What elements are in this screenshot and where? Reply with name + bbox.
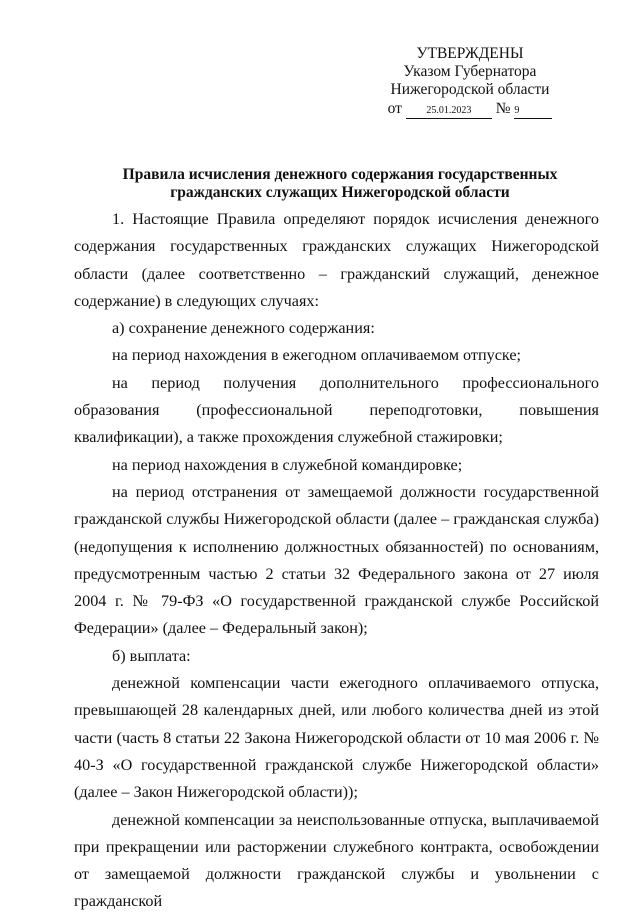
paragraph: а) сохранение денежного содержания: bbox=[112, 319, 375, 338]
decree-number: 9 bbox=[514, 104, 552, 119]
decree-line: Указом Губернатора bbox=[403, 63, 537, 80]
paragraph: на период нахождения в служебной командировке; bbox=[112, 455, 463, 474]
paragraph: б) выплата: bbox=[112, 646, 191, 665]
approved-heading: УТВЕРЖДЕНЫ bbox=[416, 45, 524, 62]
paragraph: денежной компенсации за неиспользованные отпуска, выплачиваемой при прекращении или расторжении служебного контракта, освобождении от замещаемой должности гражданской службы и увольнении с гражданской bbox=[74, 810, 599, 911]
date-number-line bbox=[370, 100, 570, 119]
title-line-1: Правила исчисления денежного содержания государственных bbox=[122, 166, 558, 183]
decree-date: 25.01.2023 bbox=[406, 104, 492, 119]
paragraph: денежной компенсации части ежегодного оплачиваемого отпуска, превышающей 28 календарных дней, или любого количества дней из этой части (часть 8 статьи 22 Закона Нижегородской области от 10 мая 2006 г. № 40-З «О государственной гражданской службе Нижегородской области» (далее – Закон Нижегородской области)); bbox=[74, 674, 599, 802]
number-sign: № bbox=[495, 100, 511, 117]
paragraph: 1. Настоящие Правила определяют порядок исчисления денежного содержания государственных гражданских служащих Нижегородской области (далее соответственно – гражданский служащий, денежное содержание) в следующих случаях: bbox=[74, 210, 599, 310]
document-title bbox=[70, 166, 610, 202]
title-line-2: гражданских служащих Нижегородской области bbox=[170, 184, 510, 201]
from-prefix: от bbox=[387, 100, 402, 117]
paragraph: на период нахождения в ежегодном оплачиваемом отпуске; bbox=[112, 346, 522, 365]
region-line: Нижегородской области bbox=[390, 81, 550, 98]
paragraph: на период получения дополнительного профессионального образования (профессиональной переподготовки, повышения квалификации), а также прохождения служебной стажировки; bbox=[74, 373, 599, 447]
approval-stamp bbox=[370, 45, 570, 119]
paragraph: на период отстранения от замещаемой должности государственной гражданской службы Нижегородской области (далее – гражданская служба) (недопущения к исполнению должностных обязанностей) по основаниям, предусмотренным частью 2 статьи 32 Федерального закона от 27 июля 2004 г. № 79-ФЗ «О государственной гражданской службе Российской Федерации» (далее – Федеральный закон); bbox=[74, 482, 599, 638]
document-body bbox=[74, 206, 599, 916]
